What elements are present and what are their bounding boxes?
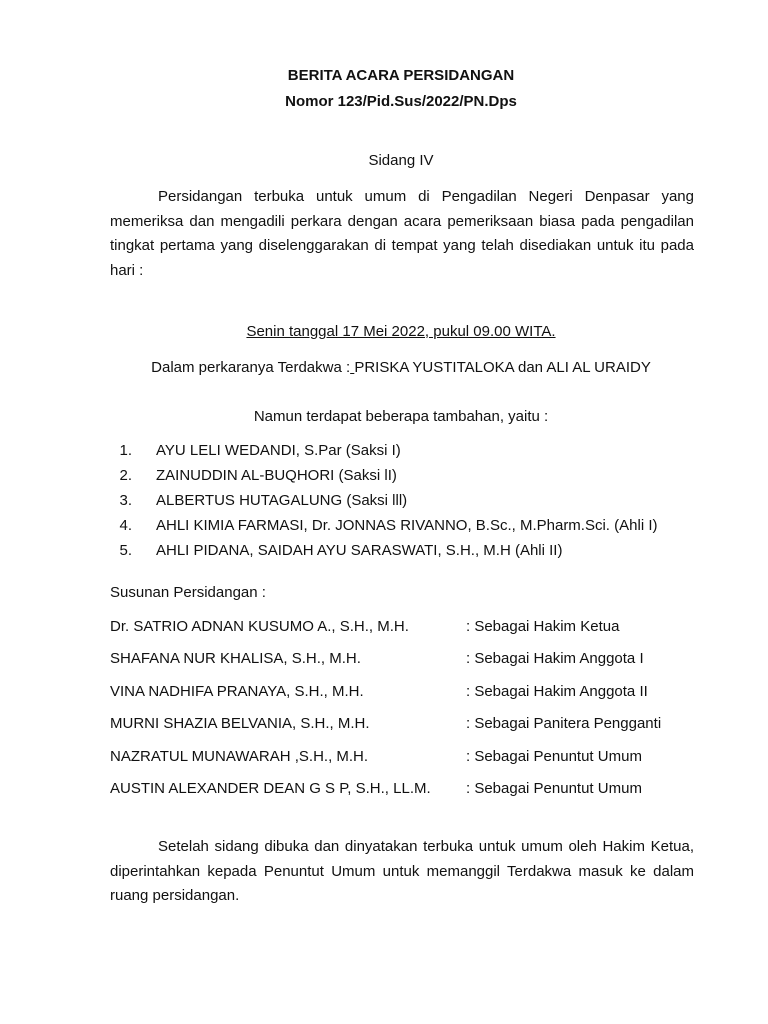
panel-member-role: : Sebagai Hakim Anggota I [466,650,644,668]
list-item-text: AHLI KIMIA FARMASI, Dr. JONNAS RIVANNO, B.Sc., M.Pharm.Sci. (Ahli I) [156,517,658,534]
closing-paragraph-text: Setelah sidang dibuka dan dinyatakan terbuka untuk umum oleh Hakim Ketua, diperintahkan kepada Penuntut Umum untuk memanggil Terdakwa masuk ke dalam ruang persidangan. [110,838,694,904]
panel-member-name: SHAFANA NUR KHALISA, S.H., M.H. [110,650,361,668]
list-item-text: ALBERTUS HUTAGALUNG (Saksi lll) [156,492,408,509]
panel-member-role: : Sebagai Penuntut Umum [466,747,642,765]
defendant-prefix: Dalam perkaranya Terdakwa : [151,359,351,376]
list-item-text: ZAINUDDIN AL-BUQHORI (Saksi lI) [156,467,397,484]
list-item [110,466,657,491]
document-title: BERITA ACARA PERSIDANGAN [287,67,515,84]
table-row [110,682,710,714]
panel-member-name: AUSTIN ALEXANDER DEAN G S P, S.H., LL.M. [110,779,431,797]
table-row [110,779,710,811]
table-row [110,649,710,681]
panel-member-name: VINA NADHIFA PRANAYA, S.H., M.H. [110,682,364,700]
witness-list [110,441,657,566]
list-item [110,541,657,566]
case-number: Nomor 123/Pid.Sus/2022/PN.Dps [285,93,517,110]
list-item-number: 3. [119,492,132,509]
intro-paragraph [110,185,694,283]
panel-member-name: Dr. SATRIO ADNAN KUSUMO A., S.H., M.H. [110,618,409,635]
list-item-number: 5. [119,542,132,559]
intro-paragraph-text: Persidangan terbuka untuk umum di Pengadilan Negeri Denpasar yang memeriksa dan mengadili perkara dengan acara pemeriksaan biasa pada pengadilan tingkat pertama yang diselenggarakan di tempat yang telah disediakan untuk itu pada hari : [110,188,694,279]
panel-member-name: MURNI SHAZIA BELVANIA, S.H., M.H. [110,715,370,733]
list-item-number: 1. [119,442,132,459]
table-row [110,714,710,746]
panel-heading: Susunan Persidangan : [110,584,266,601]
defendant-names: PRISKA YUSTITALOKA dan ALI AL URAIDY [354,359,651,376]
panel-member-name: NAZRATUL MUNAWARAH ,S.H., M.H. [110,747,369,765]
list-item [110,491,657,516]
list-item-number: 4. [119,517,132,534]
list-item-text: AHLI PIDANA, SAIDAH AYU SARASWATI, S.H., M.H (Ahli II) [156,542,563,559]
list-item [110,441,657,466]
panel-member-role: : Sebagai Penuntut Umum [466,779,642,797]
table-row [110,747,710,779]
list-item-number: 2. [119,467,132,484]
additional-intro: Namun terdapat beberapa tambahan, yaitu : [253,408,549,425]
defendant-line [0,358,768,378]
list-item-text: AYU LELI WEDANDI, S.Par (Saksi I) [156,442,401,459]
closing-paragraph [110,835,694,909]
panel-member-role: : Sebagai Hakim Anggota II [466,682,648,700]
panel-member-role: : Sebagai Panitera Pengganti [466,715,662,733]
panel-member-role: : Sebagai Hakim Ketua [466,618,620,635]
hearing-date: Senin tanggal 17 Mei 2022, pukul 09.00 WITA. [246,323,556,340]
list-item [110,516,657,541]
panel-table [110,617,710,811]
table-row [110,617,710,649]
session-label: Sidang IV [368,152,434,169]
